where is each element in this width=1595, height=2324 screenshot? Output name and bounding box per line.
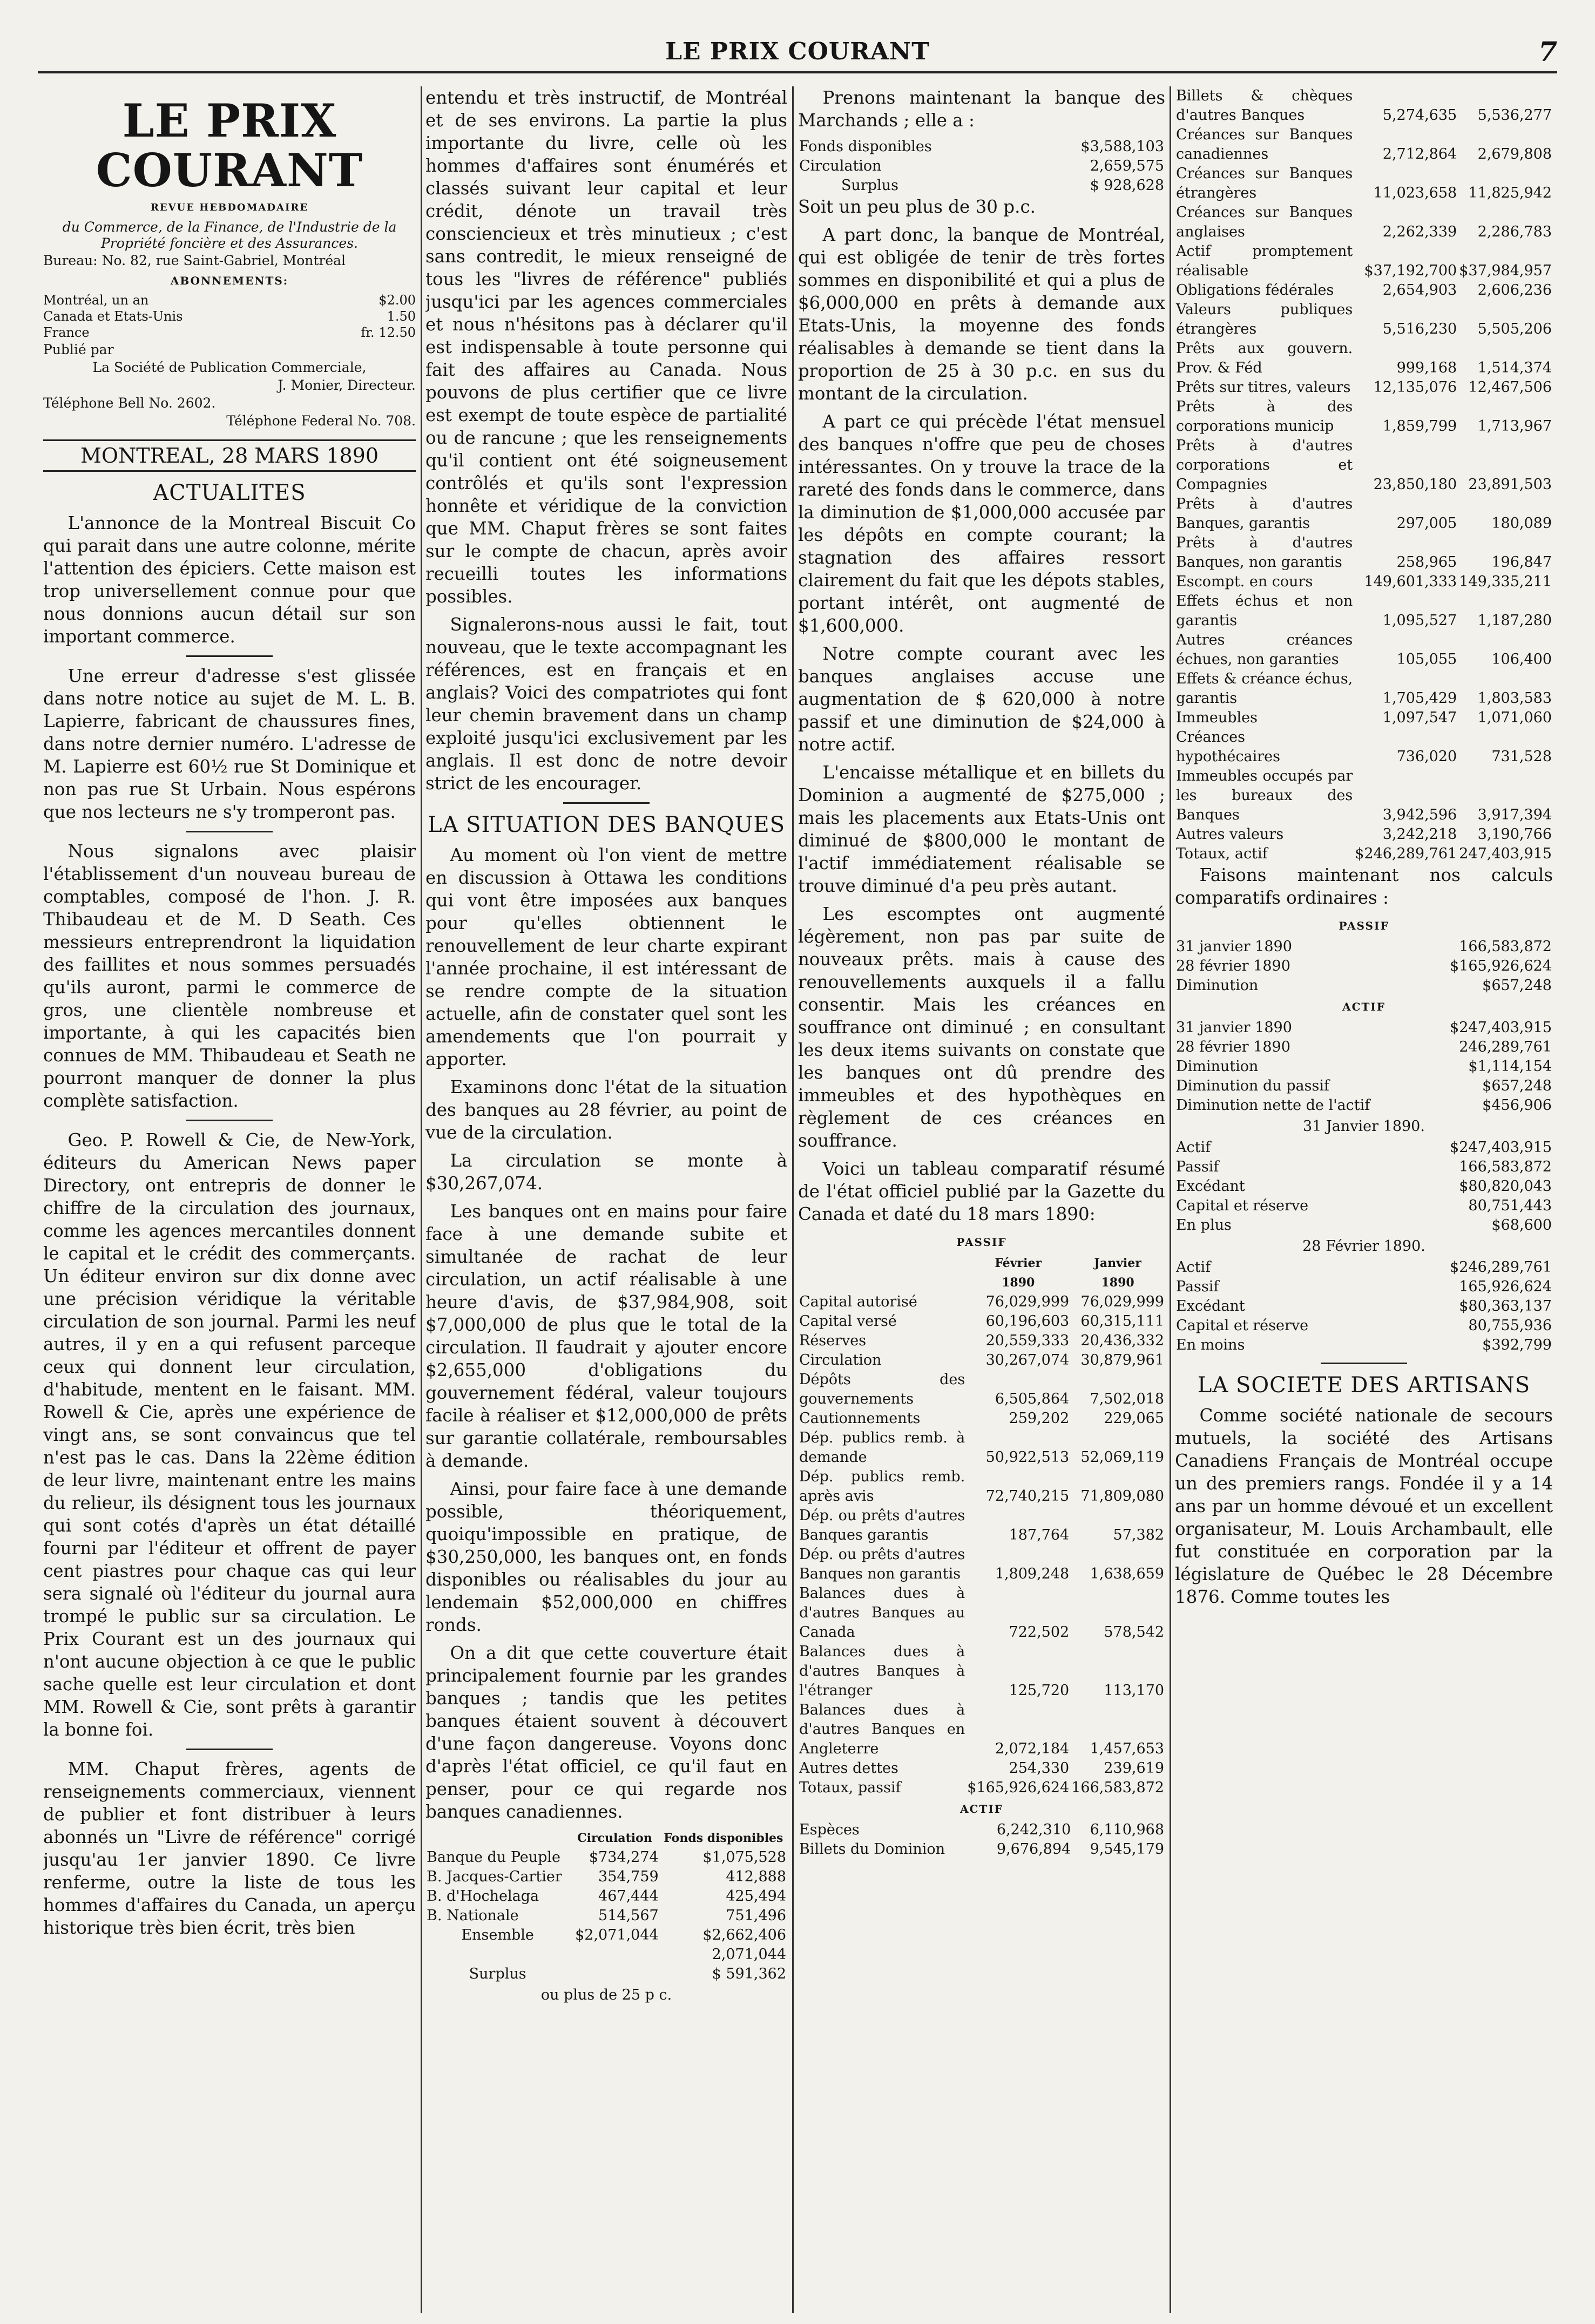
table-row: Escompt. en cours 149,601,333 149,335,211 (1176, 573, 1552, 590)
table-row: Créances hypothécaires 736,020 731,528 (1176, 729, 1552, 765)
table-row: 2,071,044 (712, 1946, 786, 1963)
divider (186, 831, 273, 832)
subscription-row: Canada et Etats-Unis 1.50 (43, 309, 416, 324)
section-heading-artisans: LA SOCIETE DES ARTISANS (1197, 1373, 1531, 1398)
article-paragraph: A part ce qui précède l'état mensuel des banques n'offre que peu de choses intéressantes. On y trouve la trace de la rareté des fonds dans le commerce, dans la diminution de $1,000,000 accusée par les dépôts en compte courant; la stagnation des affaires ressort clairement du fait que les dépots stables, portant intérêt, ont augmenté de $1,600,000. (798, 411, 1165, 636)
table-row: Actif promptement réalisable $37,192,700 $37,984,957 (1176, 243, 1552, 279)
issue-date: MONTREAL, 28 MARS 1890 (43, 439, 416, 472)
table-row: Diminution $657,248 (1176, 977, 1552, 994)
subheading: 31 Janvier 1890. (1303, 1118, 1425, 1135)
table-row: Immeubles 1,097,547 1,071,060 (1176, 709, 1552, 726)
calc-table (1175, 1138, 1553, 1235)
divider (186, 1120, 273, 1121)
table-row: Prêts à d'autres Banques, garantis 297,005 180,089 (1176, 496, 1552, 532)
table-row: Immeubles occupés par les bureaux des Banques 3,942,596 3,917,394 (1176, 768, 1552, 823)
column-2 (425, 86, 787, 2313)
subscription-row: France fr. 12.50 (43, 325, 416, 340)
subscription-row: Montréal, un an $2.00 (43, 293, 416, 308)
article-paragraph: entendu et très instructif, de Montréal et de ses environs. La partie la plus importante du livre, celle où les hommes d'affaires sont énumérés et classés suivant leur capital et leur crédit, dénote un travail très consciencieux et très minutieux ; c'est sans contredit, le mieux renseigné de tous les "livres de référence" publiés jusqu'ici par les agences commerciales et nous n'hésitons pas à déclarer qu'il est indispensable à toute personne qui fait des affaires au Canada. Nous pouvons de plus certifier que ce livre est exempt de toute espèce de partialité ou de rancune ; que les renseignements qu'il contient ont été soigneusement contrôlés et qu'ils sont l'expression honnête et véridique de la conviction que MM. Chaput frères se sont faites sur le compte de chacun, après avoir recueilli toutes les informations possibles. (425, 87, 787, 607)
table-row: Valeurs publiques étrangères 5,516,230 5,505,206 (1176, 301, 1552, 337)
table-row: Créances sur Banques étrangères 11,023,658 11,825,942 (1176, 165, 1552, 201)
table-row: 28 février 1890 246,289,761 (1176, 1039, 1552, 1055)
table-row: En plus $68,600 (1176, 1217, 1552, 1234)
table-row: 31 janvier 1890 166,583,872 (1176, 938, 1552, 955)
page-header (38, 33, 1557, 73)
actif-label: ACTIF (960, 1803, 1003, 1815)
table-row: Passif 166,583,872 (1176, 1158, 1552, 1175)
column-rule (792, 86, 794, 2313)
article-paragraph: Comme société nationale de secours mutuels, la société des Artisans Canadiens Français de Montréal occupe un des premiers rangs. Fondée il y a 14 ans par un homme dévoué et un excellent organisateur, M. Louis Archambault, elle fut constituée en corporation par la législature de Québec le 28 Décembre 1876. Comme toutes les (1175, 1405, 1553, 1607)
article-paragraph: Une erreur d'adresse s'est glissée dans notre notice au sujet de M. L. B. Lapierre, fabricant de chaussures fines, dans notre dernier numéro. L'adresse de M. Lapierre est 60½ rue St Dominique et non pas rue St Urbain. Nous espérons que nos lecteurs ne s'y tromperont pas. (43, 666, 416, 822)
section-heading-actualites: ACTUALITES (153, 480, 306, 505)
table-row: Diminution du passif $657,248 (1176, 1078, 1552, 1094)
table-row: Excédant $80,820,043 (1176, 1178, 1552, 1195)
divider (186, 655, 273, 657)
telephone-federal: Téléphone Federal No. 708. (226, 413, 416, 429)
table-row: Balances dues à d'autres Banques à l'étranger 125,720 113,170 (799, 1643, 1164, 1699)
table-row: Capital versé 60,196,603 60,315,111 (799, 1313, 1164, 1330)
bureau-address: Bureau: No. 82, rue Saint-Gabriel, Montréal (43, 253, 346, 268)
article-paragraph: Voici un tableau comparatif résumé de l'état officiel publié par la Gazette du Canada et daté du 18 mars 1890: (798, 1158, 1165, 1224)
article-paragraph: Faisons maintenant nos calculs comparatifs ordinaires : (1175, 865, 1553, 908)
table-row: Capital et réserve 80,751,443 (1176, 1197, 1552, 1214)
table-row: Cautionnements 259,202 229,065 (799, 1410, 1164, 1427)
table-row: Surplus $ 591,362 (469, 1966, 786, 1982)
article-paragraph: On a dit que cette couverture était principalement fournie par les grandes banques ; tandis que les petites banques étaient souvent à découvert d'une façon dangereuse. Voyons donc d'après l'état officiel, ce qu'il faut en penser, pour ce qui regarde nos banques canadiennes. (425, 1643, 787, 1822)
table-row: Créances sur Banques anglaises 2,262,339 2,286,783 (1176, 204, 1552, 240)
article-paragraph: Les escomptes ont augmenté légèrement, non pas par suite de nouveaux prêts. mais à cause des renouvellements auxquels il a fallu consentir. Mais les créances en souffrance ont diminué ; en consultant les deux items suivants on constate que les banques ont dû prendre des immeubles et des hypothèques en règlement de ces créances en souffrance. (798, 904, 1165, 1151)
table-row: Réserves 20,559,333 20,436,332 (799, 1332, 1164, 1349)
calc-table (1175, 937, 1553, 995)
subheading: 28 Février 1890. (1302, 1238, 1425, 1255)
article-paragraph: Les banques ont en mains pour faire face à une demande subite et simultanée de rachat de leur circulation, un actif réalisable à une heure d'avis, de $37,984,908, soit $7,000,000 de plus que le total de la circulation. Il faudrait y ajouter encore $2,655,000 d'obligations du gouvernement fédéral, valeur toujours facile à réaliser et $12,000,000 de prêts sur garantie collatérale, remboursables à demande. (425, 1201, 787, 1471)
table-row: Balances dues à d'autres Banques en Angleterre 2,072,184 1,457,653 (799, 1702, 1164, 1757)
article-paragraph: Ainsi, pour faire face à une demande possible, théoriquement, quoiqu'impossible en pratique, de $30,250,000, les banques ont, en fonds disponibles ou réalisables du jour au lendemain $52,000,000 en chiffres ronds. (425, 1479, 787, 1635)
article-paragraph: Prenons maintenant la banque des Marchands ; elle a : (798, 87, 1165, 131)
article-paragraph: Signalerons-nous aussi le fait, tout nouveau, que le texte accompagnant les références, est en français et en anglais? Voici des compatriotes qui font leur chemin bravement dans un champ exploité jusqu'ici exclusivement par les anglais. Il est donc de notre devoir strict de les encourager. (425, 614, 787, 794)
table-row: Passif 165,926,624 (1176, 1278, 1552, 1295)
table-row: Banque du Peuple $734,274 $1,075,528 (427, 1849, 786, 1866)
table-row: Surplus $ 928,628 (841, 177, 1164, 194)
table-row: En moins $392,799 (1176, 1337, 1552, 1353)
table-row: Fonds disponibles $3,588,103 (799, 138, 1164, 155)
running-title: LE PRIX COURANT (665, 38, 930, 65)
column-4 (1175, 86, 1553, 2313)
table-row: Actif $247,403,915 (1176, 1139, 1552, 1156)
table-row: Dép. ou prêts d'autres Banques non garantis 1,809,248 1,638,659 (799, 1546, 1164, 1582)
masthead-description: du Commerce, de la Finance, de l'Industrie de la Propriété foncière et des Assurances. (62, 219, 397, 251)
table-row: Autres créances échues, non garanties 105,055 106,400 (1176, 632, 1552, 668)
article-paragraph: L'encaisse métallique et en billets du Dominion a augmenté de $275,000 ; mais les placements aux Etats-Unis ont diminué de $800,000 le montant de l'actif immédiatement réalisable se trouve diminué d'a peu près autant. (798, 762, 1165, 896)
circulation-table: Circulation Fonds disponibles Banque du Peuple $734,274 $1,075,528 B. Jacques-Cartier 354,759 412,888 B. d'Hochelaga 467,444 425,494 B. Nationale 514,567 751,496 Ensemble $2,071,044 $2,662,406 2,071,044 Surplus $ 591,362 (425, 1828, 787, 1984)
table-row: Actif $246,289,761 (1176, 1259, 1552, 1276)
table-row: Dép. ou prêts d'autres Banques garantis 187,764 57,382 (799, 1507, 1164, 1543)
table-row: Totaux, passif $165,926,624 166,583,872 (799, 1779, 1164, 1796)
table-row: Autres dettes 254,330 239,619 (799, 1760, 1164, 1777)
table-row: Prêts sur titres, valeurs 12,135,076 12,467,506 (1176, 379, 1552, 396)
table-row: Effets & créance échus, garantis 1,705,429 1,803,583 (1176, 670, 1552, 707)
article-paragraph: Au moment où l'on vient de mettre en discussion à Ottawa les conditions qui vont être imposées aux banques pour qu'elles obtiennent le renouvellement de leur charte expirant l'année prochaine, il est intéressant de se rendre compte de la situation actuelle, afin de constater quel sont les amendements que l'on pourrait y apporter. (425, 845, 787, 1069)
table-row: Diminution $1,114,154 (1176, 1058, 1552, 1075)
section-heading-banques: LA SITUATION DES BANQUES (428, 812, 785, 837)
table-row: Prêts à d'autres Banques, non garantis 258,965 196,847 (1176, 534, 1552, 571)
article-paragraph: Geo. P. Rowell & Cie, de New-York, éditeurs du American News paper Directory, ont entrepris de donner le chiffre de la circulation des journaux, comme les agences mercantiles donnent le capital et le crédit des commerçants. Un éditeur environ sur dix donne avec une précision véridique la véritable circulation de son journal. Parmi les neuf autres, il y en a qui refusent parceque ceux qui donnent leur circulation, d'habitude, mentent en le faisant. MM. Rowell & Cie, après une expérience de vingt ans, se sont convaincus que tel n'est pas le cas. Dans la 22ème édition de leur livre, maintenant entre les mains du relieur, ils désignent tous les journaux qui sont cotés d'après un état détaillé fourni par l'éditeur et offrent de payer cent piastres pour chaque cas qui leur sera signalé où l'éditeur du journal aura trompé le public sur sa circulation. Le Prix Courant est un des journaux qui n'ont aucune objection à ce que le public sache quelle est leur circulation et dont MM. Rowell & Cie, sont prêts à garantir la bonne foi. (43, 1130, 416, 1740)
table-row: Effets échus et non garantis 1,095,527 1,187,280 (1176, 593, 1552, 629)
article-paragraph: Nous signalons avec plaisir l'établissement d'un nouveau bureau de comptables, composé de l'hon. J. R. Thibaudeau et de M. D Seath. Ces messieurs entreprendront la liquidation des faillites et nous sommes persuadés qu'ils auront, parmi le commerce de gros, une clientèle nombreuse et importante, à qui les capacités bien connues de MM. Thibaudeau et Seath ne pourront manquer de donner la plus complète satisfaction. (43, 841, 416, 1111)
table-row: Diminution nette de l'actif $456,906 (1176, 1097, 1552, 1114)
table-row: 28 février 1890 $165,926,624 (1176, 958, 1552, 974)
passif-label: PASSIF (956, 1236, 1007, 1249)
table-row: Dépôts des gouvernements 6,505,864 7,502,018 (799, 1371, 1164, 1407)
column-3 (798, 86, 1165, 2313)
article-paragraph: A part donc, la banque de Montréal, qui est obligée de tenir de très fortes sommes en disponibilité et qui a plus de $6,000,000 en prêts à demande aux Etats-Unis, la moyenne des fonds réalisables à demande se tient dans la proportion de 25 à 30 p.c. en sus du montant de la circulation. (798, 225, 1165, 404)
article-paragraph: Notre compte courant avec les banques anglaises accuse une augmentation de $ 620,000 à notre passif et une diminution de $24,000 à notre actif. (798, 643, 1165, 755)
passif-label: PASSIF (1339, 919, 1389, 932)
article-paragraph: Examinons donc l'état de la situation des banques au 28 février, au point de vue de la circulation. (425, 1077, 787, 1143)
table-row: Capital autorisé 76,029,999 76,029,999 (799, 1293, 1164, 1310)
publisher: La Société de Publication Commerciale, (92, 360, 367, 375)
table-row: B. Jacques-Cartier 354,759 412,888 (427, 1868, 786, 1885)
abonnements-label: ABONNEMENTS: (170, 274, 289, 287)
table-row: Circulation 2,659,575 (799, 158, 1164, 174)
table-note: ou plus de 25 p c. (540, 1987, 672, 2003)
publie-par: Publié par (43, 342, 114, 357)
article-paragraph: MM. Chaput frères, agents de renseignements commerciaux, viennent de publier et font distribuer à leurs abonnés un "Livre de référence" corrigé jusqu'au 1er janvier 1890. Ce livre renferme, outre la liste de tous les hommes d'affaires du Canada, un aperçu historique très bien écrit, très bien (43, 1759, 416, 1938)
marchands-table (798, 137, 1165, 195)
comparative-table-passif: Février Janvier 1890 1890 Capital autorisé 76,029,999 76,029,999 Capital versé 60,196,603 60,315,111 Réserves 20,559,333 20,436,332 Circulation 30,267,074 30,879,961 Dépôts des gouvernements 6,505,864 7,502,018 Cautionnements 259,202 229,065 Dép. publics remb. à demande 50,922,513 52,069,119 Dép. publics remb. après avis 72,740,215 71,809,080 Dép. ou prêts d'autres Banques garantis 187,764 57,382 Dép. ou prêts d'autres Banques non garantis 1,809,248 1,638,659 Balances dues à d'autres Banques au Canada 722,502 578,542 Balances dues à d'autres Banques à l'étranger 125,720 113,170 Balances dues à d'autres Banques en Angleterre 2,072,184 1,457,653 Autres dettes 254,330 239,619 Totaux, passif $165,926,624 166,583,872 (798, 1254, 1165, 1798)
divider (563, 802, 650, 804)
table-row: B. Nationale 514,567 751,496 (427, 1907, 786, 1924)
masthead-subtitle: REVUE HEBDOMADAIRE (150, 202, 309, 213)
table-row: Prêts aux gouvern. Prov. & Féd 999,168 1,514,374 (1176, 340, 1552, 376)
article-paragraph: La circulation se monte à $30,267,074. (425, 1150, 787, 1194)
actif-label: ACTIF (1342, 1000, 1386, 1013)
table-row: Dép. publics remb. à demande 50,922,513 52,069,119 (799, 1429, 1164, 1466)
table-row: Prêts à des corporations municip 1,859,799 1,713,967 (1176, 398, 1552, 435)
table-row: Excédant $80,363,137 (1176, 1298, 1552, 1315)
article-paragraph: Soit un peu plus de 30 p.c. (798, 197, 1036, 217)
table-row: Prêts à d'autres corporations et Compagnies 23,850,180 23,891,503 (1176, 437, 1552, 493)
table-row: B. d'Hochelaga 467,444 425,494 (427, 1888, 786, 1905)
table-row: Billets & chèques d'autres Banques 5,274,635 5,536,277 (1176, 87, 1552, 124)
table-row: Balances dues à d'autres Banques au Canada 722,502 578,542 (799, 1585, 1164, 1641)
page-number: 7 (1538, 36, 1557, 67)
table-row: Obligations fédérales 2,654,903 2,606,236 (1176, 282, 1552, 299)
table-row: Créances sur Banques canadiennes 2,712,864 2,679,808 (1176, 126, 1552, 162)
comparative-table-actif-part1 (798, 1820, 1165, 1859)
comparative-table-actif-part2 (1175, 86, 1553, 864)
table-row: 31 janvier 1890 $247,403,915 (1176, 1019, 1552, 1036)
column-1 (43, 86, 416, 2313)
telephone-bell: Téléphone Bell No. 2602. (43, 395, 216, 411)
table-row: Totaux, actif $246,289,761 247,403,915 (1176, 845, 1552, 862)
calc-table (1175, 1258, 1553, 1355)
table-row: Espèces 6,242,310 6,110,968 (799, 1821, 1164, 1838)
table-row: Capital et réserve 80,755,936 (1176, 1317, 1552, 1334)
divider (186, 1749, 273, 1750)
table-row: Circulation 30,267,074 30,879,961 (799, 1352, 1164, 1368)
column-rule (1170, 86, 1171, 2313)
calc-table (1175, 1018, 1553, 1115)
article-paragraph: L'annonce de la Montreal Biscuit Co qui parait dans une autre colonne, mérite l'attention des épiciers. Cette maison est trop universellement connue pour que nous donnions aucun détail sur son important commerce. (43, 513, 416, 647)
masthead-title: LE PRIX COURANT (96, 94, 363, 197)
table-row: Dép. publics remb. après avis 72,740,215 71,809,080 (799, 1468, 1164, 1505)
divider (1321, 1363, 1407, 1364)
table-row: Ensemble $2,071,044 $2,662,406 (461, 1927, 786, 1943)
table-row: Autres valeurs 3,242,218 3,190,766 (1176, 826, 1552, 843)
table-row: Billets du Dominion 9,676,894 9,545,179 (799, 1841, 1164, 1858)
director: J. Monier, Directeur. (278, 377, 416, 393)
column-rule (421, 86, 422, 2313)
